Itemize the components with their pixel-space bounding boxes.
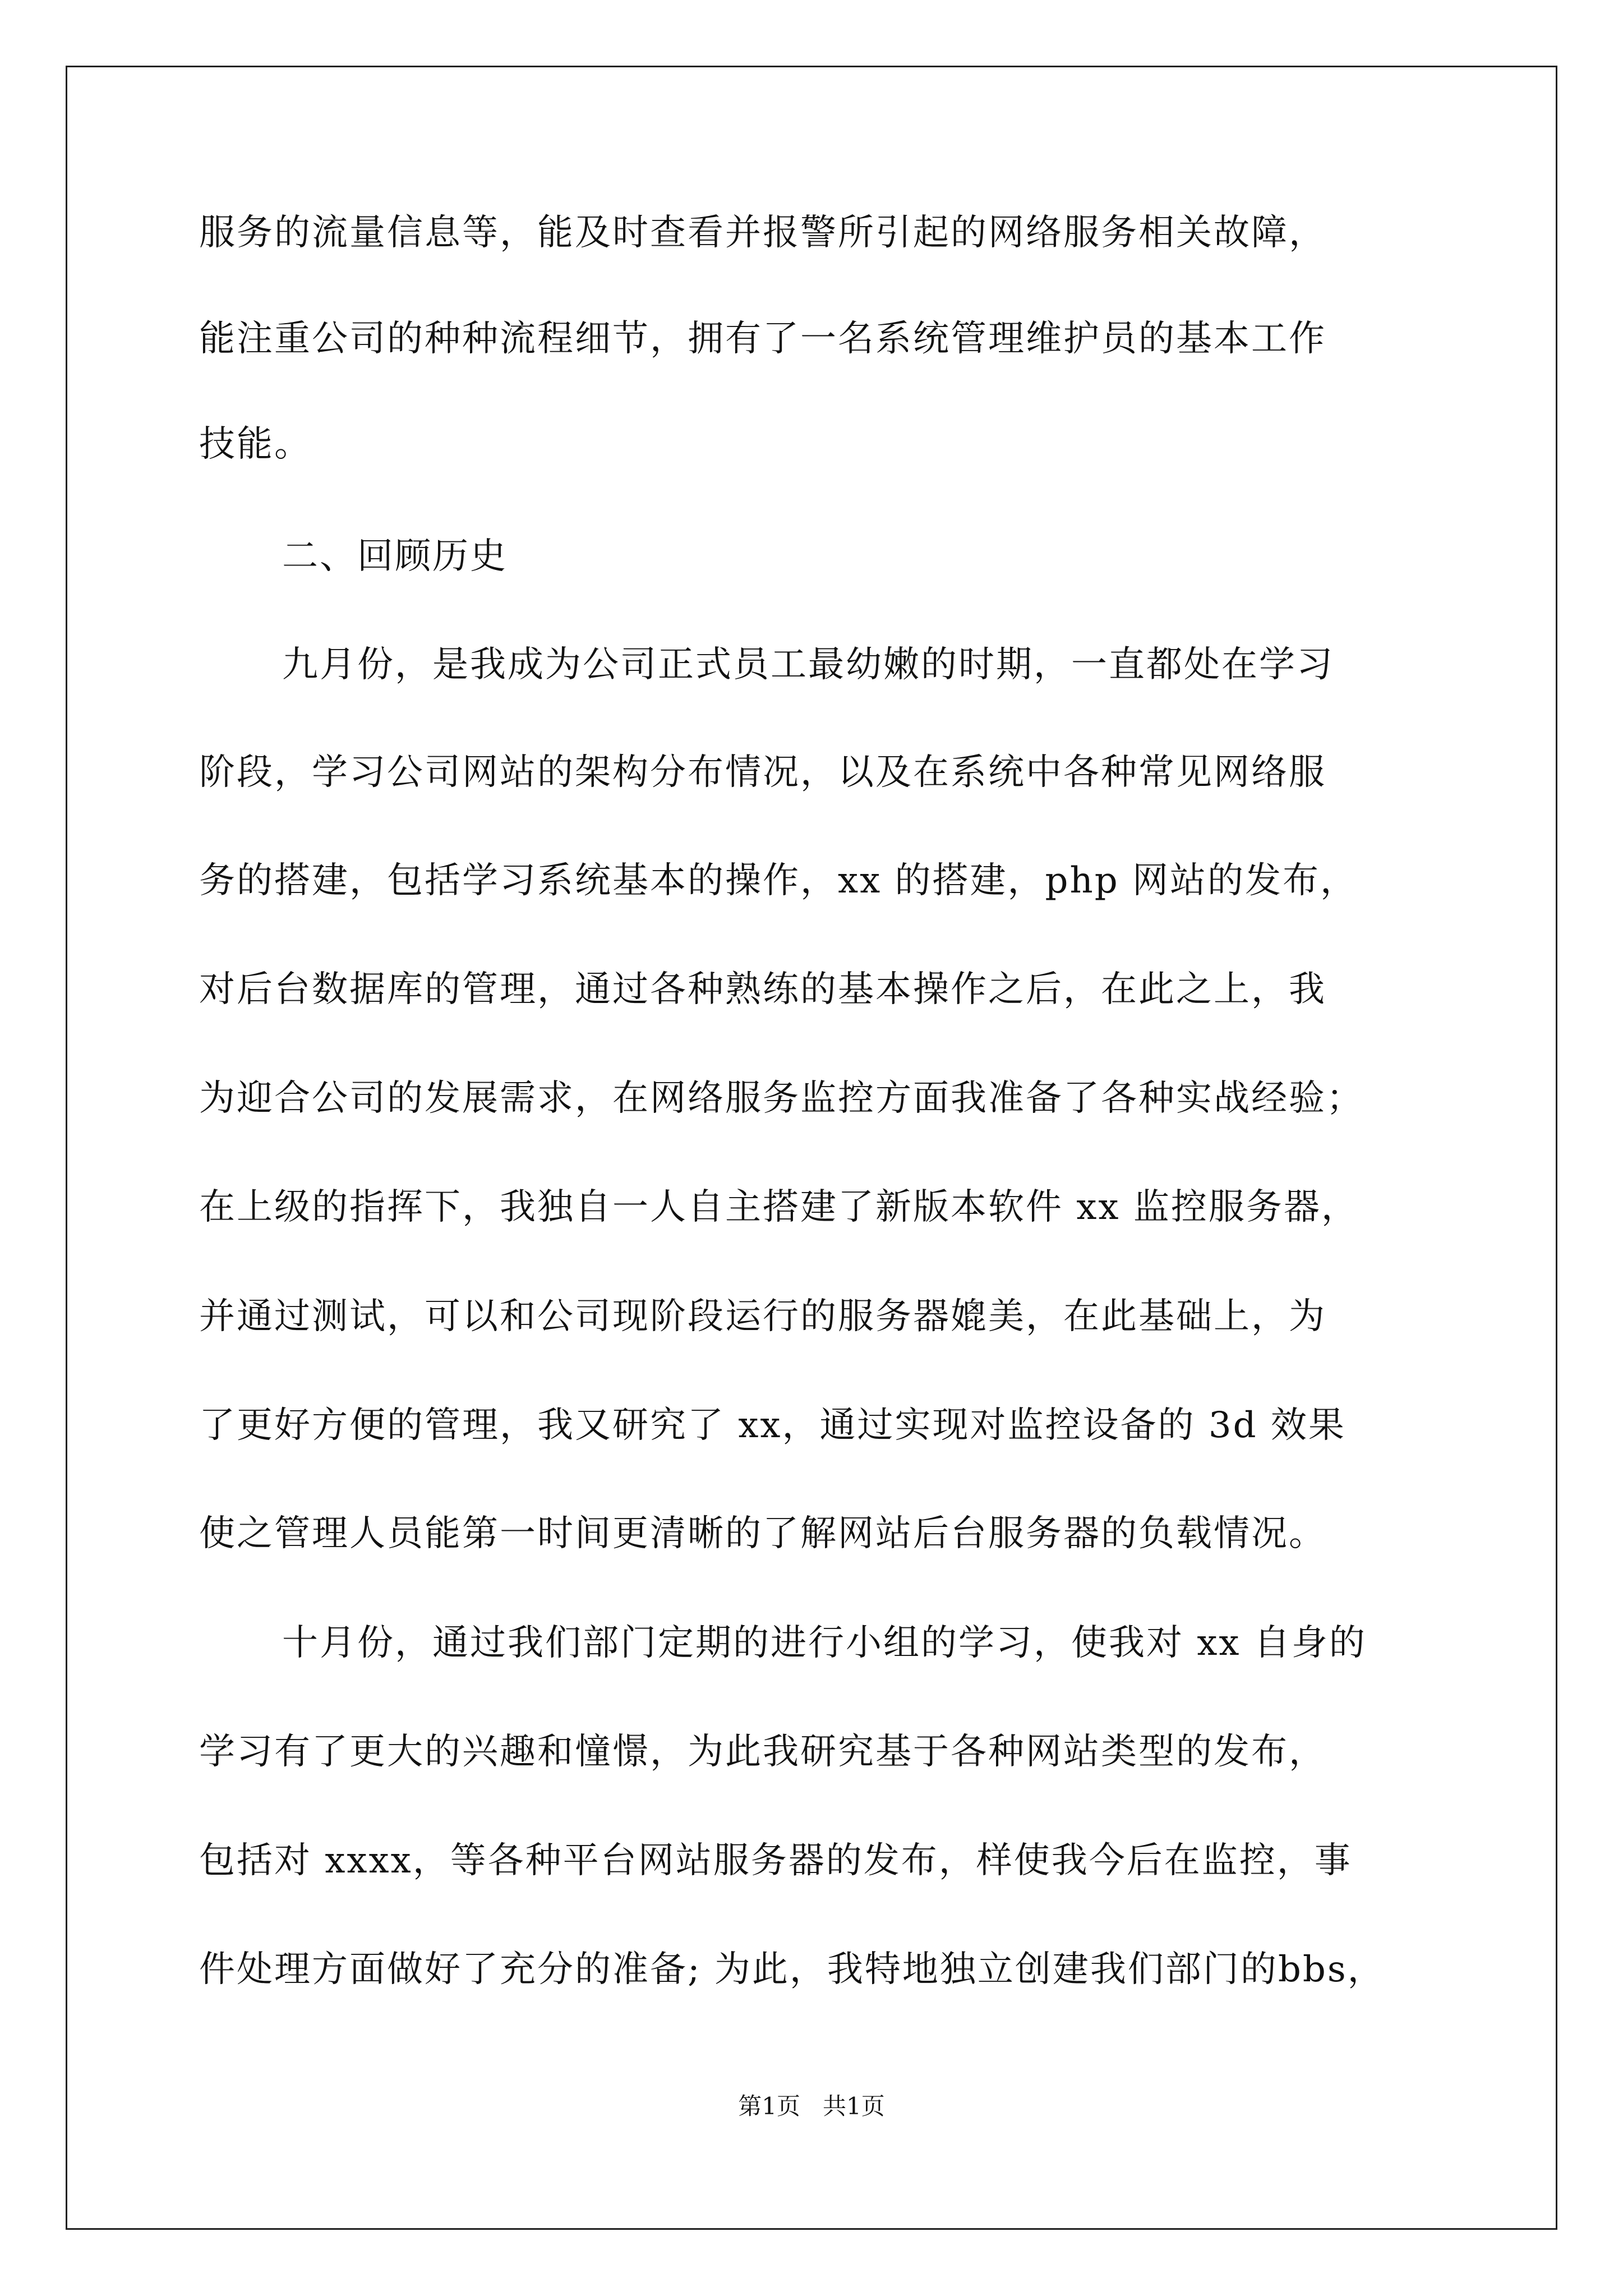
page-border xyxy=(66,66,1557,2230)
body-line-3: 技能。 xyxy=(199,424,312,465)
body-line-13: 使之管理人员能第一时间更清晰的了解网站后台服务器的负载情况。 xyxy=(199,1513,1326,1554)
body-line-12: 了更好方便的管理，我又研究了 xx，通过实现对监控设备的 3d 效果 xyxy=(199,1405,1346,1446)
section-heading: 二、回顾历史 xyxy=(282,536,508,577)
body-line-5: 九月份，是我成为公司正式员工最幼嫩的时期，一直都处在学习 xyxy=(282,644,1334,685)
body-line-1: 服务的流量信息等，能及时查看并报警所引起的网络服务相关故障， xyxy=(199,212,1326,254)
body-line-2: 能注重公司的种种流程细节，拥有了一名系统管理维护员的基本工作 xyxy=(199,318,1326,360)
page-footer: 第1页 共1页 xyxy=(738,2092,885,2120)
body-line-8: 对后台数据库的管理，通过各种熟练的基本操作之后，在此之上，我 xyxy=(199,969,1326,1010)
body-line-16: 包括对 xxxx，等各种平台网站服务器的发布，样使我今后在监控，事 xyxy=(199,1840,1352,1881)
body-line-17: 件处理方面做好了充分的准备; 为此，我特地独立创建我们部门的bbs， xyxy=(199,1949,1385,1990)
body-line-10: 在上级的指挥下，我独自一人自主搭建了新版本软件 xx 监控服务器， xyxy=(199,1186,1359,1228)
body-line-7: 务的搭建，包括学习系统基本的操作，xx 的搭建，php 网站的发布， xyxy=(199,860,1358,901)
body-line-6: 阶段，学习公司网站的架构分布情况，以及在系统中各种常见网络服 xyxy=(199,752,1326,793)
body-line-14: 十月份，通过我们部门定期的进行小组的学习，使我对 xx 自身的 xyxy=(282,1622,1367,1664)
body-line-9: 为迎合公司的发展需求，在网络服务监控方面我准备了各种实战经验； xyxy=(199,1078,1364,1119)
body-line-11: 并通过测试，可以和公司现阶段运行的服务器媲美，在此基础上，为 xyxy=(199,1296,1326,1337)
body-line-15: 学习有了更大的兴趣和憧憬，为此我研究基于各种网站类型的发布， xyxy=(199,1731,1326,1773)
